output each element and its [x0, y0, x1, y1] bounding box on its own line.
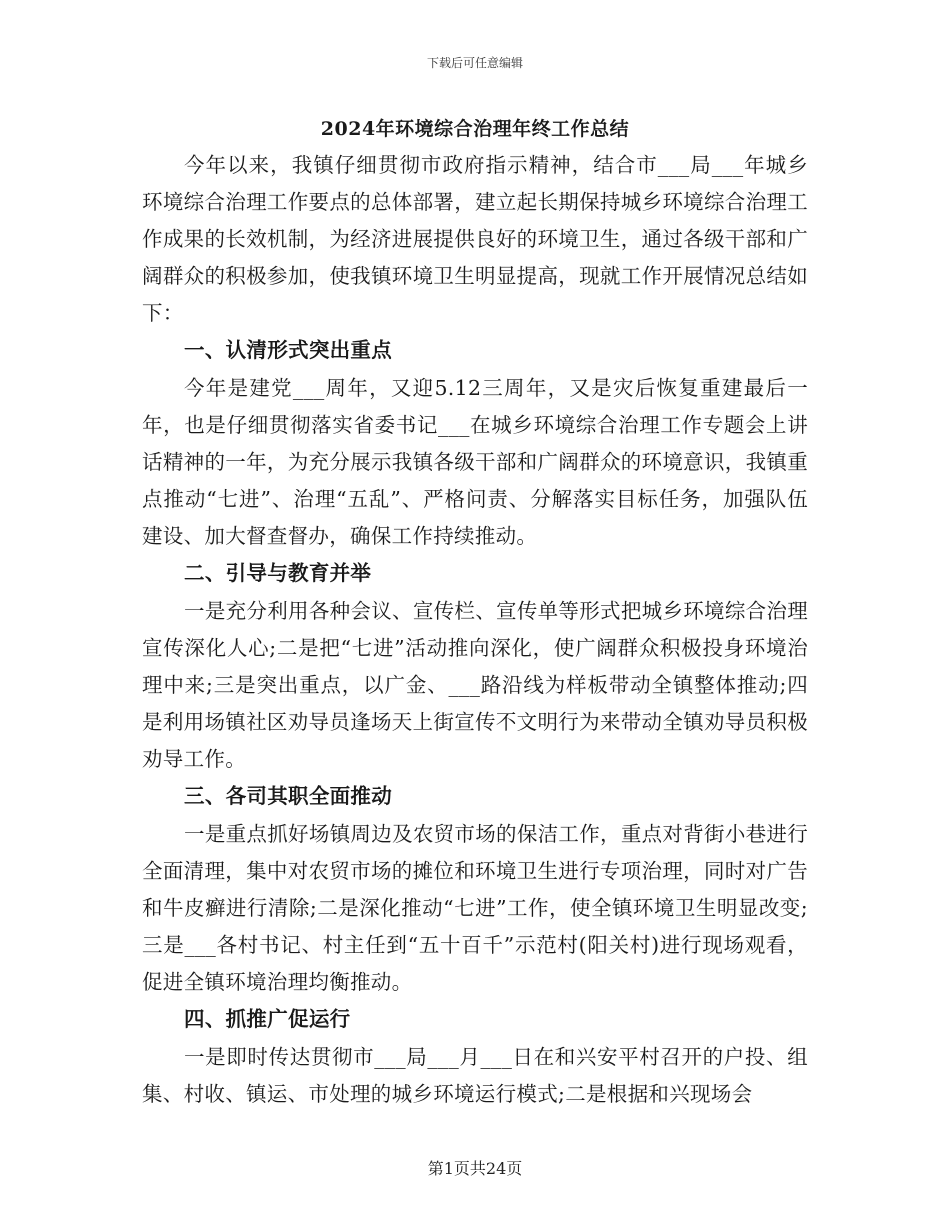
section-heading-2: 二、引导与教育并举 [184, 561, 372, 586]
section-body-2: 一是充分利用各种会议、宣传栏、宣传单等形式把城乡环境综合治理宣传深化人心;二是把“七进”活动推向深化，使广阔群众积极投身环境治理中来;三是突出重点，以广金、___路沿线为样板带动全镇整体推动;四是利用场镇社区劝导员逢场天上街宣传不文明行为来带动全镇劝导员积极劝导工作。 [142, 598, 809, 772]
section-heading-3: 三、各司其职全面推动 [184, 784, 393, 809]
section-heading-4: 四、抓推广促运行 [184, 1007, 351, 1032]
document-title: 2024年环境综合治理年终工作总结 [320, 118, 630, 140]
section-body-1: 今年是建党___周年，又迎5.12三周年，又是灾后恢复重建最后一年，也是仔细贯彻落实省委书记___在城乡环境综合治理工作专题会上讲话精神的一年，为充分展示我镇各级干部和广阔群众的环境意识，我镇重点推动“七进”、治理“五乱”、严格问责、分解落实目标任务，加强队伍建设、加大督查督办，确保工作持续推动。 [142, 375, 808, 549]
document-body [142, 112, 808, 1113]
section-heading-1: 一、认清形式突出重点 [184, 338, 393, 363]
page-header-note: 下载后可任意编辑 [426, 56, 523, 70]
section-body-3: 一是重点抓好场镇周边及农贸市场的保洁工作，重点对背街小巷进行全面清理，集中对农贸市场的摊位和环境卫生进行专项治理，同时对广告和牛皮癣进行清除;二是深化推动“七进”工作，使全镇环境卫生明显改变;三是___各村书记、村主任到“五十百千”示范村(阳关村)进行现场观看，促进全镇环境治理均衡推动。 [142, 821, 809, 994]
section-body-4: 一是即时传达贯彻市___局___月___日在和兴安平村召开的户投、组集、村收、镇运、市处理的城乡环境运行模式;二是根据和兴现场会 [142, 1044, 808, 1106]
page-number: 第1页共24页 [427, 1159, 523, 1178]
intro-paragraph: 今年以来，我镇仔细贯彻市政府指示精神，结合市___局___年城乡环境综合治理工作要点的总体部署，建立起长期保持城乡环境综合治理工作成果的长效机制，为经济进展提供良好的环境卫生，通过各级干部和广阔群众的积极参加，使我镇环境卫生明显提高，现就工作开展情况总结如下： [142, 153, 808, 326]
